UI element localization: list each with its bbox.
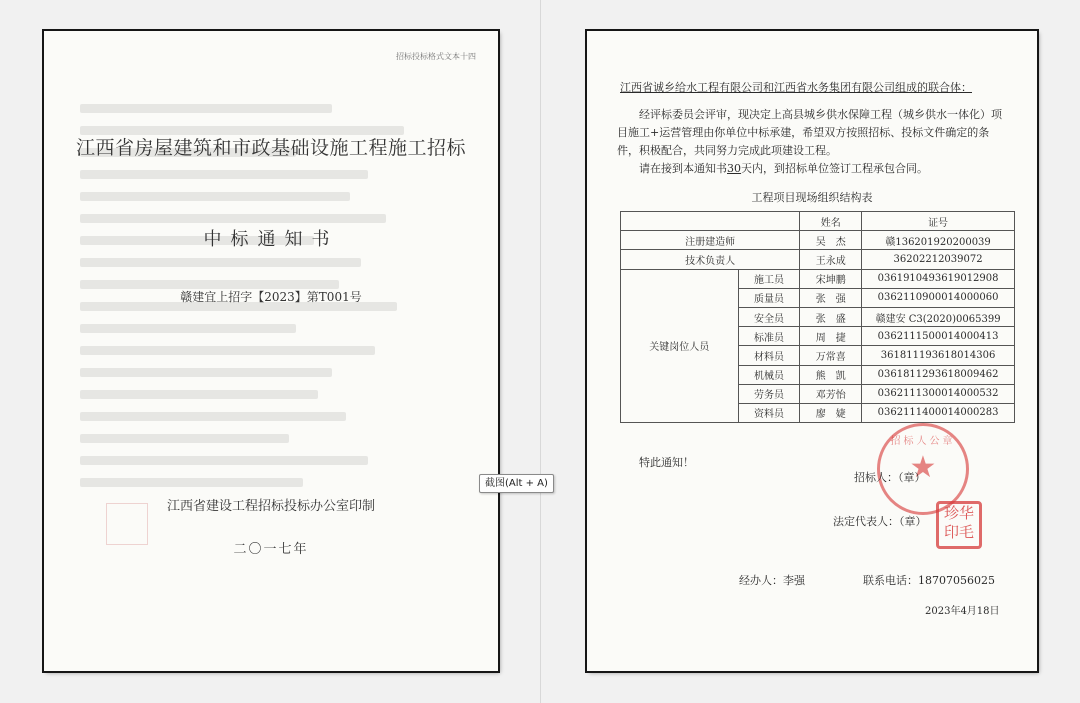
date-line: 2023年4月18日	[925, 606, 1000, 617]
notice-page	[587, 31, 1037, 671]
para2-before: 请在接到本通知书	[639, 162, 727, 175]
cert-cell: 赣136201920200039	[862, 231, 1015, 250]
role-cell: 标准员	[738, 327, 800, 346]
role-cell: 机械员	[738, 365, 800, 384]
cert-cell: 0361811293618009462	[862, 365, 1015, 384]
table-row	[621, 231, 1015, 250]
year-line: 二〇一七年	[233, 542, 309, 557]
table-title: 工程项目现场组织结构表	[751, 191, 873, 204]
role-cell: 劳务员	[738, 384, 800, 403]
group-label-cell: 关键岗位人员	[621, 269, 739, 423]
cert-cell: 0362111300014000532	[862, 384, 1015, 403]
legal-rep-stamp: 珍华 印毛	[936, 501, 982, 549]
cover-page	[44, 31, 498, 671]
table-row	[621, 269, 1015, 288]
cert-cell: 361811193618014306	[862, 346, 1015, 365]
printer-line: 江西省建设工程招标投标办公室印制	[166, 499, 375, 514]
screenshot-tooltip[interactable]: 截图(Alt + A)	[479, 474, 554, 493]
role-cell: 资料员	[738, 403, 800, 422]
cert-cell: 36202212039072	[862, 250, 1015, 269]
para2-days: 30	[727, 162, 741, 175]
cert-cell: 0362111400014000283	[862, 403, 1015, 422]
cert-cell: 赣建安 C3(2020)0065399	[862, 307, 1015, 326]
para2-after: 天内，到招标单位签订工程承包合同。	[741, 162, 928, 175]
name-cell: 万常喜	[800, 346, 862, 365]
table-row	[621, 250, 1015, 269]
role-cell: 注册建造师	[621, 231, 800, 250]
name-cell: 熊 凯	[800, 365, 862, 384]
role-cell: 施工员	[738, 269, 800, 288]
header-blank-cell	[621, 212, 800, 231]
role-cell: 材料员	[738, 346, 800, 365]
handler-line: 经办人：李强	[739, 574, 805, 587]
phone-line: 联系电话：18707056025	[863, 574, 995, 587]
cert-cell: 0362111500014000413	[862, 327, 1015, 346]
notice-paragraph-1: 经评标委员会评审，现决定上高县城乡供水保障工程（城乡供水一体化）项目施工+运营管理由你单位中标承建，希望双方按照招标、投标文件确定的条件，积极配合，共同努力完成此项建设工程。	[617, 108, 1002, 157]
name-cell: 周 捷	[800, 327, 862, 346]
header-cert: 证号	[862, 212, 1015, 231]
organization-table	[620, 211, 1015, 423]
seal-text: 招标人公章	[890, 436, 956, 447]
cert-cell: 0362110900014000060	[862, 288, 1015, 307]
header-name: 姓名	[800, 212, 862, 231]
header-note: 招标投标格式文本十四	[396, 52, 476, 61]
cert-cell: 0361910493619012908	[862, 269, 1015, 288]
name-cell: 吴 杰	[800, 231, 862, 250]
name-cell: 张 强	[800, 288, 862, 307]
name-cell: 张 盛	[800, 307, 862, 326]
legal-rep-line: 法定代表人：（章）	[833, 515, 927, 528]
name-cell: 邓芳怡	[800, 384, 862, 403]
document-name: 中标通知书	[203, 229, 339, 250]
tenderer-line: 招标人：（章）	[854, 471, 926, 484]
name-cell: 王永成	[800, 250, 862, 269]
name-cell: 廖 婕	[800, 403, 862, 422]
name-cell: 宋坤鹏	[800, 269, 862, 288]
role-cell: 技术负责人	[621, 250, 800, 269]
closing-line: 特此通知！	[639, 456, 694, 469]
recipient-line: 江西省诚乡给水工程有限公司和江西省水务集团有限公司组成的联合体：	[620, 81, 972, 94]
role-cell: 质量员	[738, 288, 800, 307]
notice-paragraph-2	[617, 160, 1009, 178]
page-divider	[540, 0, 541, 703]
document-number: 赣建宜上招字【2023】第T001号	[180, 290, 362, 304]
cover-title: 江西省房屋建筑和市政基础设施工程施工招标	[75, 137, 466, 159]
seal-star-icon: ★	[909, 450, 937, 485]
role-cell: 安全员	[738, 307, 800, 326]
table-header-row	[621, 212, 1015, 231]
